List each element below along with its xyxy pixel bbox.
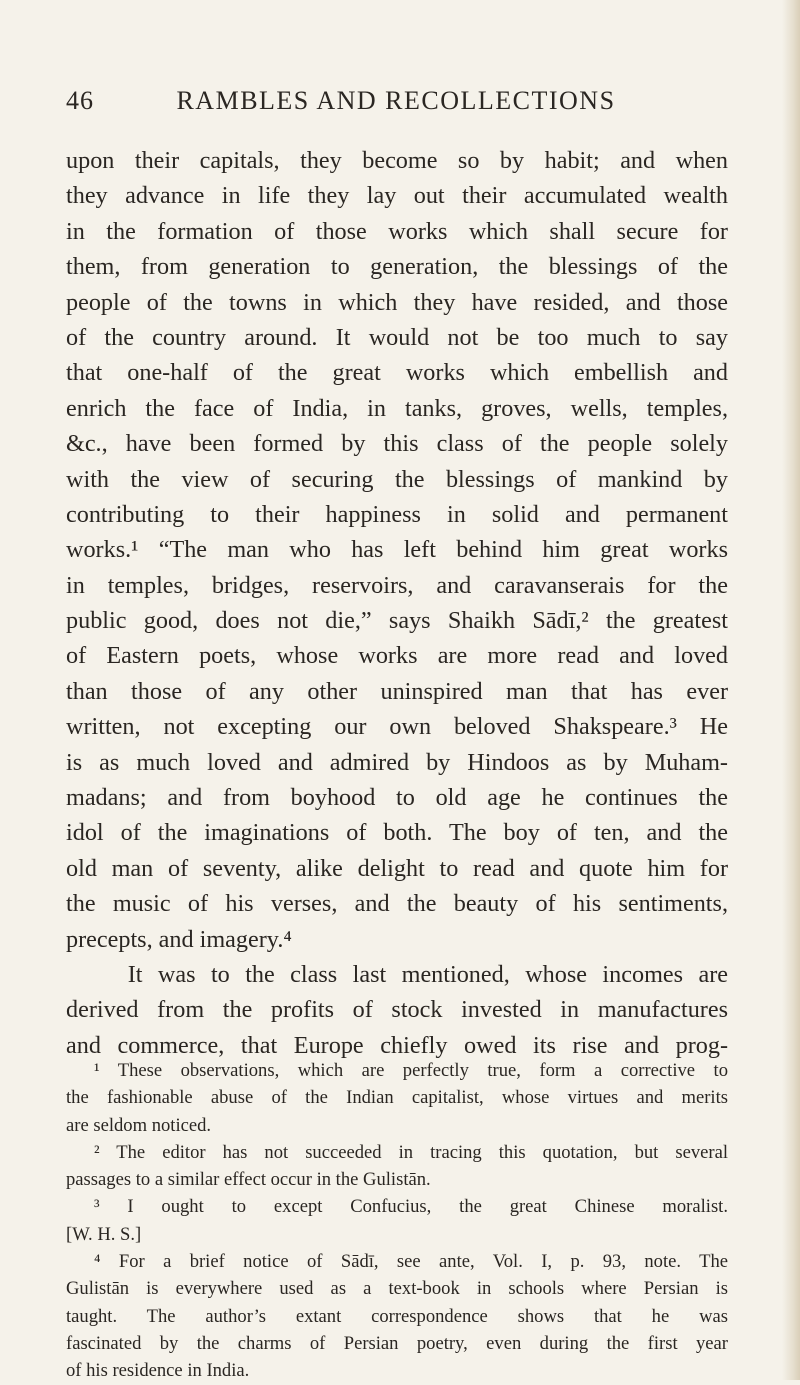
footnote-line: taught. The author’s extant correspondence shows that he was: [66, 1305, 728, 1327]
footnote-line: Gulistān is everywhere used as a text-book in schools where Persian is: [66, 1278, 728, 1300]
body-line: madans; and from boyhood to old age he continues the: [66, 784, 728, 812]
footnote-4: [66, 1248, 728, 1384]
body-line: enrich the face of India, in tanks, groves, wells, temples,: [66, 394, 728, 422]
footnote-line: the fashionable abuse of the Indian capitalist, whose virtues and merits: [66, 1087, 728, 1109]
body-line: It was to the class last mentioned, whose incomes are: [66, 960, 728, 988]
body-line: old man of seventy, alike delight to read and quote him for: [66, 854, 728, 882]
body-line: contributing to their happiness in solid and permanent: [66, 500, 728, 528]
body-line: them, from generation to generation, the blessings of the: [66, 253, 728, 281]
body-line: than those of any other uninspired man that has ever: [66, 677, 728, 705]
body-line: the music of his verses, and the beauty of his sentiments,: [66, 890, 728, 918]
footnote-line: ¹ These observations, which are perfectly true, form a corrective to: [94, 1060, 728, 1081]
body-line: idol of the imaginations of both. The boy of ten, and the: [66, 819, 728, 847]
body-line: in the formation of those works which shall secure for: [66, 217, 728, 245]
body-line: works.¹ “The man who has left behind him great works: [66, 536, 728, 564]
body-line: and commerce, that Europe chiefly owed its rise and prog-: [66, 1031, 728, 1059]
footnote-line: [W. H. S.]: [66, 1223, 142, 1245]
footnotes: [66, 1057, 728, 1385]
body-line: written, not excepting our own beloved Shakspeare.³ He: [66, 713, 728, 741]
footnote-line: ³ I ought to except Confucius, the great Chinese moralist.: [94, 1196, 728, 1218]
page-number: 46: [66, 86, 94, 115]
running-head: RAMBLES AND RECOLLECTIONS: [176, 86, 616, 115]
body-line: that one-half of the great works which embellish and: [66, 359, 728, 387]
footnote-1: [66, 1057, 728, 1139]
body-line: derived from the profits of stock invested in manufactures: [66, 996, 728, 1024]
footnote-3: [66, 1193, 728, 1248]
body-line: in temples, bridges, reservoirs, and caravanserais for the: [66, 571, 728, 599]
body-line: is as much loved and admired by Hindoos as by Muham-: [66, 748, 728, 776]
body-line: public good, does not die,” says Shaikh Sādī,² the greatest: [66, 607, 728, 635]
body-line: of the country around. It would not be too much to say: [66, 323, 728, 351]
body-line: upon their capitals, they become so by habit; and when: [66, 147, 728, 174]
footnote-2: [66, 1139, 728, 1194]
body-line: they advance in life they lay out their accumulated wealth: [66, 182, 728, 210]
footnote-line: are seldom noticed.: [66, 1114, 212, 1136]
footnote-line: of his residence in India.: [66, 1360, 250, 1382]
body-line: precepts, and imagery.⁴: [66, 925, 292, 953]
body-line: people of the towns in which they have resided, and those: [66, 288, 728, 316]
footnote-line: ⁴ For a brief notice of Sādī, see ante, Vol. I, p. 93, note. The: [94, 1251, 728, 1273]
body-line: of Eastern poets, whose works are more read and loved: [66, 642, 728, 670]
footnote-line: ² The editor has not succeeded in tracing this quotation, but several: [94, 1141, 728, 1163]
footnote-line: passages to a similar effect occur in the Gulistān.: [66, 1169, 431, 1191]
page-edge-shadow: [782, 0, 800, 1380]
body-line: &c., have been formed by this class of the people solely: [66, 430, 728, 458]
body-line: with the view of securing the blessings of mankind by: [66, 465, 728, 493]
footnote-line: fascinated by the charms of Persian poetry, even during the first year: [66, 1332, 728, 1354]
page-header: [66, 86, 726, 126]
body-text: [66, 143, 728, 1063]
